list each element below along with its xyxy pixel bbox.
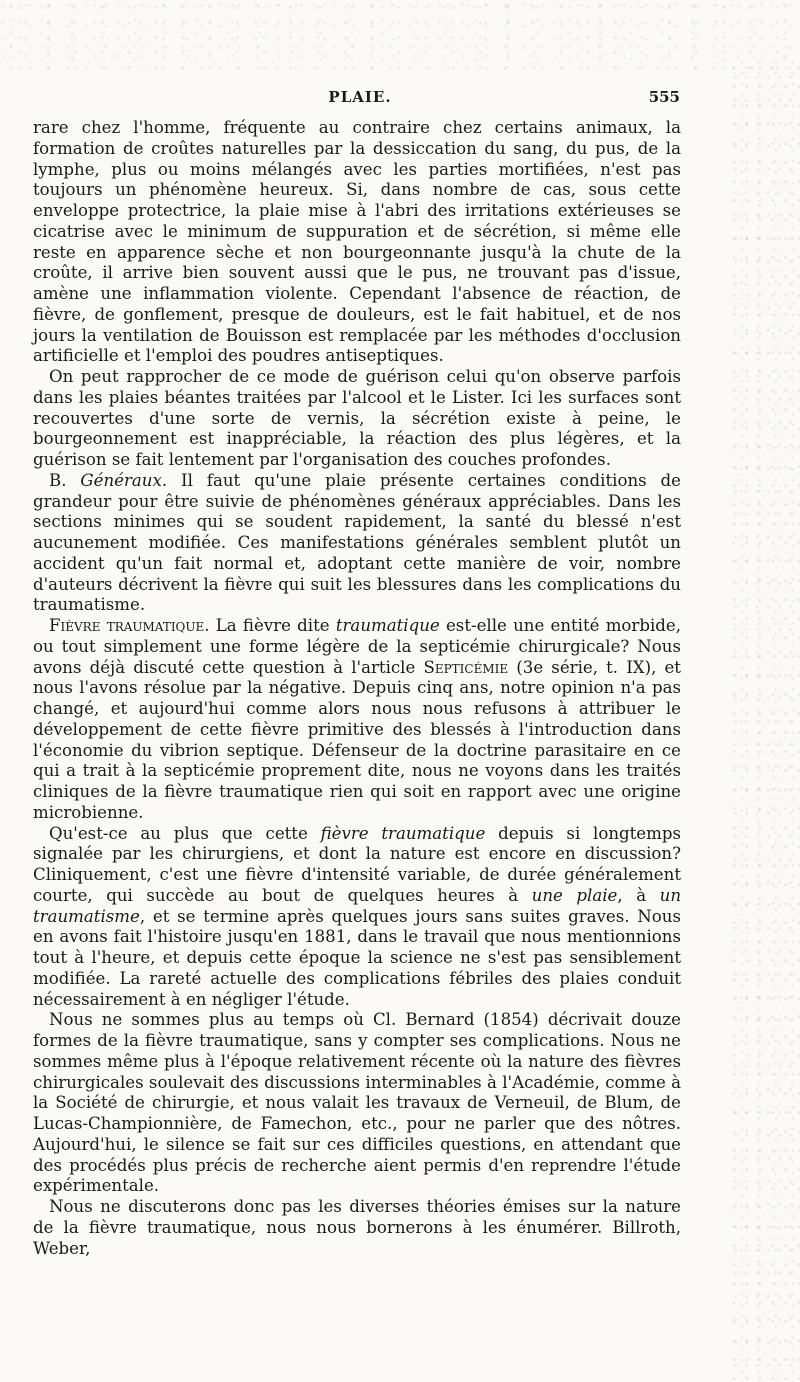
paragraph-4-text-b: est-elle une entité morbide, ou tout simplement une forme légère de la septicémie chirurgicale? Nous avons déjà discuté cette question à l'article [33,616,681,677]
page-number: 555 [648,88,680,106]
paragraph-5-text-d: , et se termine après quelques jours sans suites graves. Nous en avons fait l'histoire jusqu'en 1881, dans le travail que nous mentionnions tout à l'heure, et depuis cette époque la science ne s'est pas sensiblement modifiée. La rareté actuelle des complications fébriles des plaies conduit nécessairement à en négliger l'étude. [33,906,681,1009]
running-head [40,88,680,112]
paragraph-2: On peut rapprocher de ce mode de guérison celui qu'on observe parfois dans les plaies béantes traitées par l'alcool et le Lister. Ici les surfaces sont recouvertes d'une sorte de vernis, la sécrétion existe à peine, le bourgeonnement est inappréciable, la réaction des plus légères, et la guérison se fait lentement par l'organisation des couches profondes. [33,367,681,469]
cross-reference: Septicémie [423,657,509,677]
paragraph-5-italic-2: une plaie [531,885,618,905]
running-title: PLAIE. [328,88,392,106]
paragraph-4-italic: traumatique [335,616,440,635]
paragraph-4 [33,616,681,824]
section-heading-generaux: Généraux. [80,470,168,490]
paragraph-3 [33,471,681,616]
paragraph-7: Nous ne discuterons donc pas les diverses théories émises sur la nature de la fièvre traumatique, nous nous bornerons à les énumérer. Billroth, Weber, [33,1197,681,1258]
paragraph-5-italic-3: un traumatisme [33,885,682,926]
paper-speckle-right [730,60,800,1382]
paragraph-5-text-b: depuis si longtemps signalée par les chirurgiens, et dont la nature est encore en discussion? Cliniquement, c'est une fièvre d'intensité variable, de durée généralement courte, qui succède au bout de quelques heures à [33,823,681,905]
paragraph-5-text-c: , à [617,885,660,905]
paragraph-3-text: Il faut qu'une plaie présente certaines conditions de grandeur pour être suivie de phénomènes généraux appréciables. Dans les sections minimes qui se soudent rapidement, la santé du blessé n'est aucunement modifiée. Ces manifestations générales semblent plutôt un accident qu'un fait normal et, adoptant cette manière de voir, nombre d'auteurs décrivent la fièvre qui suit les blessures dans les complications du traumatisme. [33,470,681,615]
paragraph-5 [33,824,681,1011]
section-letter: B. [49,470,81,490]
main-text [33,118,681,1259]
paper-speckle-top [0,0,800,70]
paragraph-4-text-c: (3e série, t. IX), et nous l'avons résolue par la négative. Depuis cinq ans, notre opinion n'a pas changé, et aujourd'hui comme alors nous nous refusons à attribuer le développement de cette fièvre primitive des blessés à l'introduction dans l'économie du vibrion septique. Défenseur de la doctrine parasitaire en ce qui a trait à la septicémie proprement dite, nous ne voyons dans les traités cliniques de la fièvre traumatique rien qui soit en rapport avec une origine microbienne. [33,657,681,822]
paragraph-5-text-a: Qu'est-ce au plus que cette [49,823,321,843]
paragraph-5-italic-1: fièvre traumatique [320,823,486,843]
paragraph-4-text-a: La fièvre dite [209,616,336,635]
section-heading-fievre: Fièvre traumatique. [49,616,210,635]
paragraph-6: Nous ne sommes plus au temps où Cl. Bernard (1854) décrivait douze formes de la fièvre traumatique, sans y compter ses complications. Nous ne sommes même plus à l'époque relativement récente où la nature des fièvres chirurgicales soulevait des discussions interminables à l'Académie, comme à la Société de chirurgie, et nous valait les travaux de Verneuil, de Blum, de Lucas-Championnière, de Famechon, etc., pour ne parler que des nôtres. Aujourd'hui, le silence se fait sur ces difficiles questions, en attendant que des procédés plus précis de recherche aient permis d'en reprendre l'étude expérimentale. [33,1010,681,1196]
paragraph-1: rare chez l'homme, fréquente au contraire chez certains animaux, la formation de croûtes naturelles par la dessiccation du sang, du pus, de la lymphe, plus ou moins mélangés avec les parties mortifiées, n'est pas toujours un phénomène heureux. Si, dans nombre de cas, sous cette enveloppe protectrice, la plaie mise à l'abri des irritations extérieuses se cicatrise avec le minimum de suppuration et de sécrétion, si même elle reste en apparence sèche et non bourgeonnante jusqu'à la chute de la croûte, il arrive bien souvent aussi que le pus, ne trouvant pas d'issue, amène une inflammation violente. Cependant l'absence de réaction, de fièvre, de gonflement, presque de douleurs, est le fait habituel, et de nos jours la ventilation de Bouisson est remplacée par les méthodes d'occlusion artificielle et l'emploi des poudres antiseptiques. [33,118,681,366]
